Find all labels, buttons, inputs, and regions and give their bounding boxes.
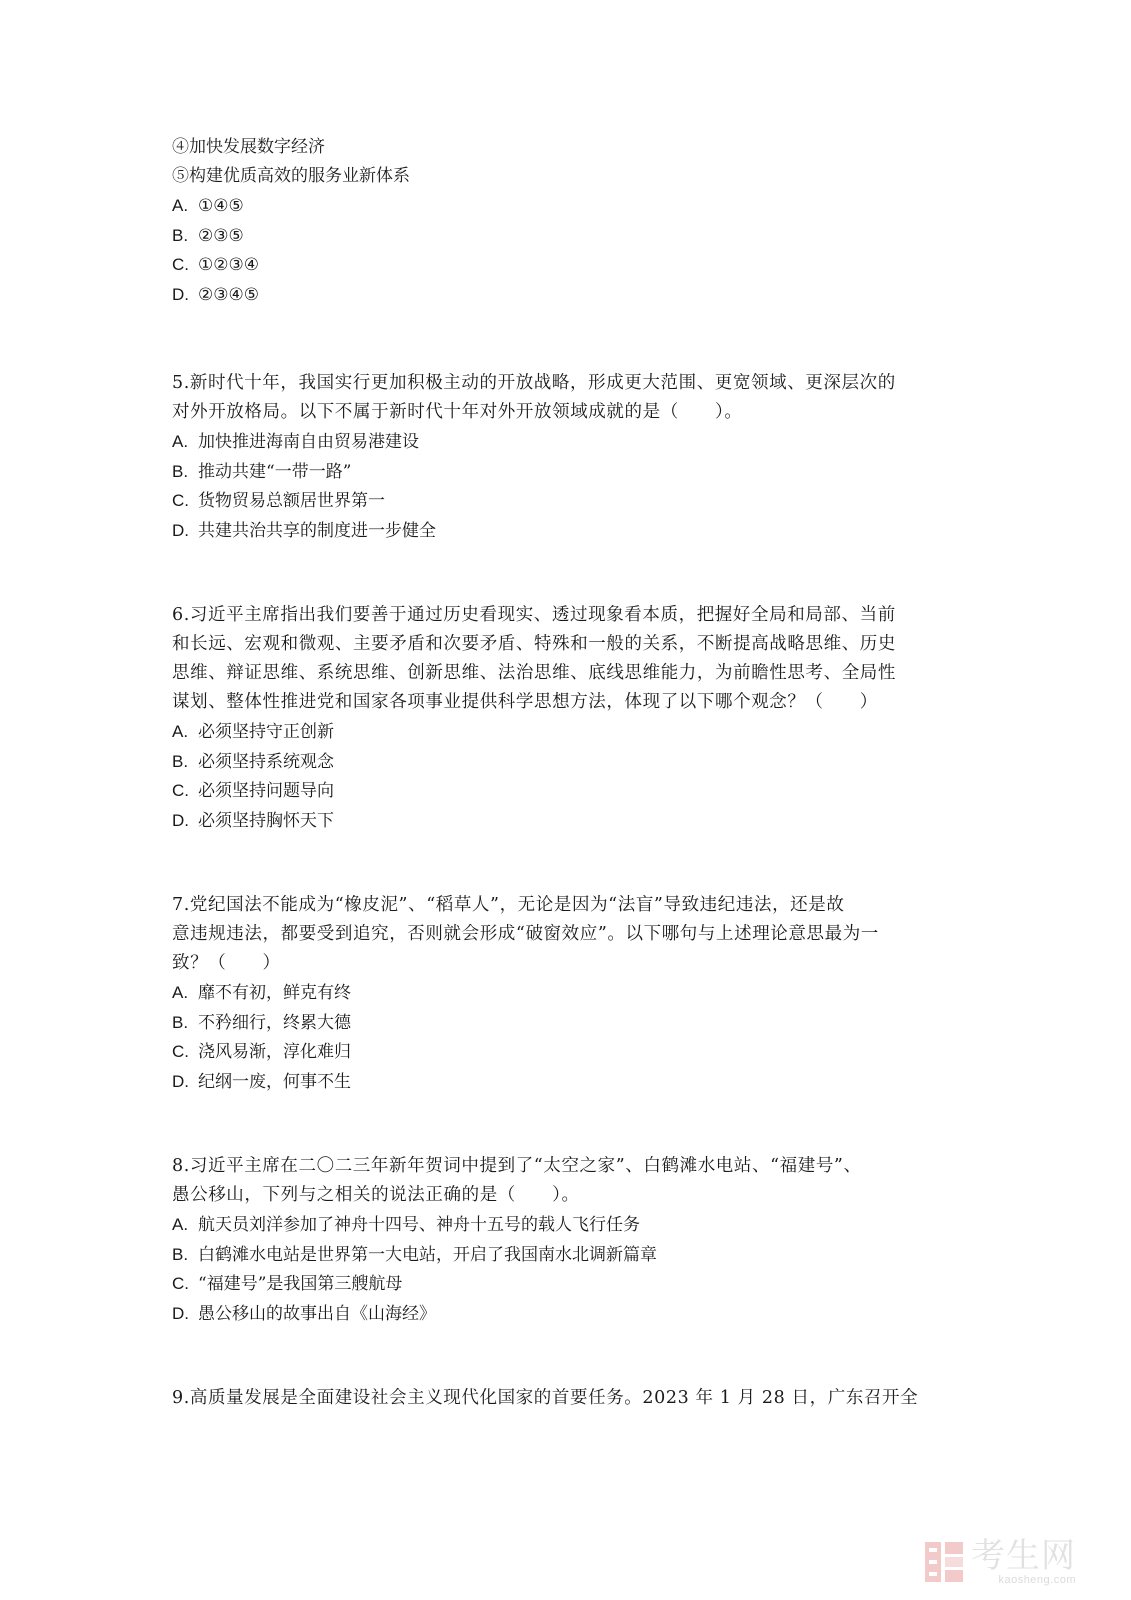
q7-option-a[interactable]: [172, 978, 972, 1008]
q8-stem-line: 8.习近平主席在二〇二三年新年贺词中提到了“太空之家”、白鹤滩水电站、“福建号”、: [172, 1156, 862, 1176]
q7-stem-line: 7.党纪国法不能成为“橡皮泥”、“稻草人”，无论是因为“法盲”导致违纪违法，还是故: [172, 895, 845, 915]
option-letter: C.: [172, 1042, 189, 1061]
q4-option-c[interactable]: [172, 250, 972, 280]
q6-option-d[interactable]: [172, 806, 972, 836]
option-letter: A.: [172, 983, 189, 1002]
kaosheng-watermark: [923, 1536, 1103, 1588]
q6-stem-line: 6.习近平主席指出我们要善于通过历史看现实、透过现象看本质，把握好全局和局部、当前: [172, 605, 896, 625]
q8-option-b[interactable]: [172, 1240, 972, 1270]
question-9: [172, 1384, 972, 1413]
option-text: ①②③④: [198, 255, 259, 275]
question-6: [172, 601, 972, 835]
q4-option-d[interactable]: [172, 280, 972, 310]
q5-stem-line: 5.新时代十年，我国实行更加积极主动的开放战略，形成更大范围、更宽领域、更深层次的: [172, 373, 896, 393]
option-text: 加快推进海南自由贸易港建设: [198, 432, 419, 452]
option-text: 必须坚持问题导向: [198, 781, 334, 801]
option-letter: A.: [172, 1215, 189, 1234]
option-letter: D.: [172, 810, 189, 830]
option-text: 浇风易渐，淳化难归: [198, 1042, 351, 1062]
q4-option-b[interactable]: [172, 221, 972, 251]
q8-stem-line: 愚公移山，下列与之相关的说法正确的是（ ）。: [172, 1185, 580, 1205]
option-letter: B.: [172, 751, 189, 771]
q7-option-d[interactable]: [172, 1067, 972, 1097]
option-letter: D.: [172, 520, 189, 540]
q5-option-d[interactable]: [172, 516, 972, 546]
option-text: 航天员刘洋参加了神舟十四号、神舟十五号的载人飞行任务: [198, 1215, 640, 1235]
option-letter: B.: [172, 1244, 189, 1264]
option-letter: A.: [172, 722, 189, 741]
option-text: 不矜细行，终累大德: [198, 1012, 351, 1033]
option-letter: B.: [172, 1012, 189, 1032]
q4-option-a[interactable]: [172, 191, 972, 221]
q4-item-4: ④加快发展数字经济: [172, 137, 325, 157]
q6-stem-line: 和长远、宏观和微观、主要矛盾和次要矛盾、特殊和一般的关系，不断提高战略思维、历史: [172, 634, 896, 654]
question-7: [172, 891, 972, 1096]
q9-stem-line: 9.高质量发展是全面建设社会主义现代化国家的首要任务。2023 年 1 月 28 日，广东召开全: [172, 1388, 919, 1408]
option-letter: C.: [172, 491, 189, 510]
q4-item-5: ⑤构建优质高效的服务业新体系: [172, 166, 410, 186]
q8-option-d[interactable]: [172, 1299, 972, 1329]
q6-option-b[interactable]: [172, 747, 972, 777]
option-text: 货物贸易总额居世界第一: [198, 491, 385, 511]
q5-option-b[interactable]: [172, 457, 972, 487]
option-text: 白鹤滩水电站是世界第一大电站，开启了我国南水北调新篇章: [198, 1244, 657, 1265]
option-text: ②③④⑤: [198, 284, 259, 305]
q6-option-c[interactable]: [172, 776, 972, 806]
option-text: “福建号”是我国第三艘航母: [198, 1274, 403, 1294]
option-letter: D.: [172, 1071, 189, 1091]
option-letter: C.: [172, 1274, 189, 1293]
option-text: ②③⑤: [198, 225, 244, 246]
option-text: ①④⑤: [198, 196, 244, 216]
q6-stem-line: 谋划、整体性推进党和国家各项事业提供科学思想方法，体现了以下哪个观念？（ ）: [172, 692, 878, 712]
option-text: 必须坚持胸怀天下: [198, 810, 334, 831]
option-letter: D.: [172, 284, 189, 304]
question-8: [172, 1152, 972, 1328]
option-text: 必须坚持守正创新: [198, 722, 334, 742]
q7-stem-line: 意违规违法，都要受到追究，否则就会形成“破窗效应”。以下哪句与上述理论意思最为一: [172, 924, 879, 944]
q5-stem-line: 对外开放格局。以下不属于新时代十年对外开放领域成就的是（ ）。: [172, 402, 743, 422]
option-letter: C.: [172, 781, 189, 800]
question-4-continuation: [172, 133, 972, 309]
option-text: 纪纲一废，何事不生: [198, 1071, 351, 1092]
option-text: 推动共建“一带一路”: [198, 461, 352, 482]
watermark-en-text: kaosheng.com: [998, 1573, 1076, 1586]
q5-option-c[interactable]: [172, 486, 972, 516]
q6-option-a[interactable]: [172, 717, 972, 747]
q7-option-b[interactable]: [172, 1008, 972, 1038]
option-text: 共建共治共享的制度进一步健全: [198, 520, 436, 541]
q7-option-c[interactable]: [172, 1037, 972, 1067]
q7-stem-line: 致？（ ）: [172, 953, 281, 973]
q8-option-c[interactable]: [172, 1269, 972, 1299]
q8-option-a[interactable]: [172, 1210, 972, 1240]
question-5: [172, 369, 972, 545]
option-letter: C.: [172, 255, 189, 274]
option-letter: B.: [172, 225, 189, 245]
option-text: 靡不有初，鲜克有终: [198, 983, 351, 1003]
option-letter: D.: [172, 1303, 189, 1323]
watermark-cn-text: 考生网: [971, 1535, 1076, 1576]
q6-stem-line: 思维、辩证思维、系统思维、创新思维、法治思维、底线思维能力，为前瞻性思考、全局性: [172, 663, 896, 683]
option-letter: A.: [172, 196, 189, 215]
kaosheng-logo-icon: [923, 1540, 965, 1584]
option-letter: B.: [172, 461, 189, 481]
option-text: 愚公移山的故事出自《山海经》: [198, 1303, 436, 1324]
document-page: [172, 133, 972, 1413]
q5-option-a[interactable]: [172, 427, 972, 457]
option-letter: A.: [172, 432, 189, 451]
option-text: 必须坚持系统观念: [198, 751, 334, 772]
